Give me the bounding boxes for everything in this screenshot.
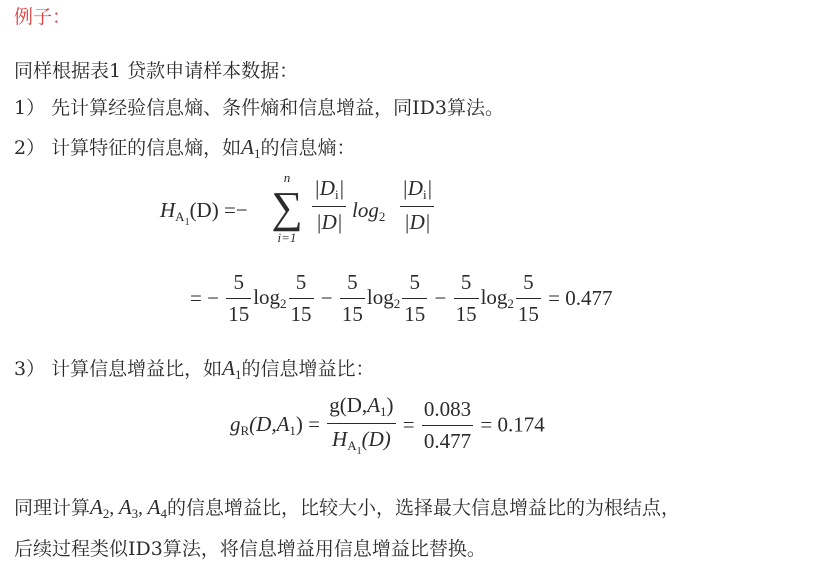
conclusion-text-1: 同理计算$A_2$, $A_3$, $A_4$的信息增益比，比较大小，选择最大信息增益比的为根结点，: [14, 495, 681, 521]
gain-ratio-result: = 0.174: [480, 412, 545, 437]
step-2-text: [14, 137, 355, 160]
var-a4: $A_4$: [147, 495, 167, 521]
step-3-suffix: 的信息增益比：: [241, 358, 375, 380]
expansion-minus-1: −: [320, 286, 333, 310]
expansion-frac-3: $\frac{5}{15}$: [341, 270, 363, 326]
gain-ratio-fraction-symbolic: $\frac{g(D,A_1)}{H_{A_1}(D)}$: [329, 393, 394, 457]
conclusion-text-2: 后续过程类似ID3算法，将信息增益用信息增益比替换。: [14, 538, 486, 560]
var-a2: $A_2$: [90, 495, 110, 521]
entropy-log: $\log_2$: [352, 198, 386, 224]
step-2-prefix: 2） 计算特征的信息熵，如: [14, 137, 242, 159]
entropy-expansion: [190, 270, 613, 330]
entropy-formula: [160, 170, 520, 250]
expansion-log-2: $\log_2$: [366, 285, 401, 311]
entropy-fraction-1: $\frac{|D_i|}{|D|}$: [314, 176, 345, 234]
step-2-suffix: 的信息熵：: [260, 137, 356, 159]
entropy-lhs: $H_{A_1}(D)$ =−: [160, 198, 248, 228]
var-a3: $A_3$: [118, 495, 139, 521]
expansion-minus-2: −: [434, 286, 447, 310]
step-3-text: [14, 358, 374, 381]
gain-ratio-lhs: $g_R(D,A_1)$ =: [230, 411, 321, 438]
sum-symbol: n ∑ i=1: [271, 170, 303, 245]
expansion-frac-5: $\frac{5}{15}$: [455, 270, 477, 326]
gain-ratio-fraction-numeric: $\frac{0.083}{0.477}$: [423, 396, 472, 453]
expansion-frac-4: $\frac{5}{15}$: [404, 270, 426, 326]
step-3-prefix: 3） 计算信息增益比，如: [14, 358, 223, 380]
expansion-frac-6: $\frac{5}{15}$: [517, 270, 539, 326]
step-1-text: 1） 先计算经验信息熵、条件熵和信息增益，同ID3算法。: [14, 97, 504, 119]
example-heading: 例子：: [14, 6, 72, 28]
entropy-fraction-2: $\frac{|D_i|}{|D|}$: [402, 176, 433, 234]
expansion-result: = 0.477: [548, 286, 613, 310]
gain-ratio-equals: =: [402, 412, 415, 437]
intro-text: 同样根据表1 贷款申请样本数据：: [14, 60, 299, 82]
step-2-var: $A_1$: [241, 135, 261, 161]
expansion-log-1: $\log_2$: [253, 285, 287, 311]
gain-ratio-formula: [230, 393, 545, 463]
expansion-log-3: $\log_2$: [480, 285, 514, 311]
expansion-prefix: = −: [190, 286, 219, 310]
expansion-frac-2: $\frac{5}{15}$: [290, 270, 312, 326]
step-3-var: $A_1$: [222, 356, 242, 382]
expansion-frac-1: $\frac{5}{15}$: [228, 270, 250, 326]
